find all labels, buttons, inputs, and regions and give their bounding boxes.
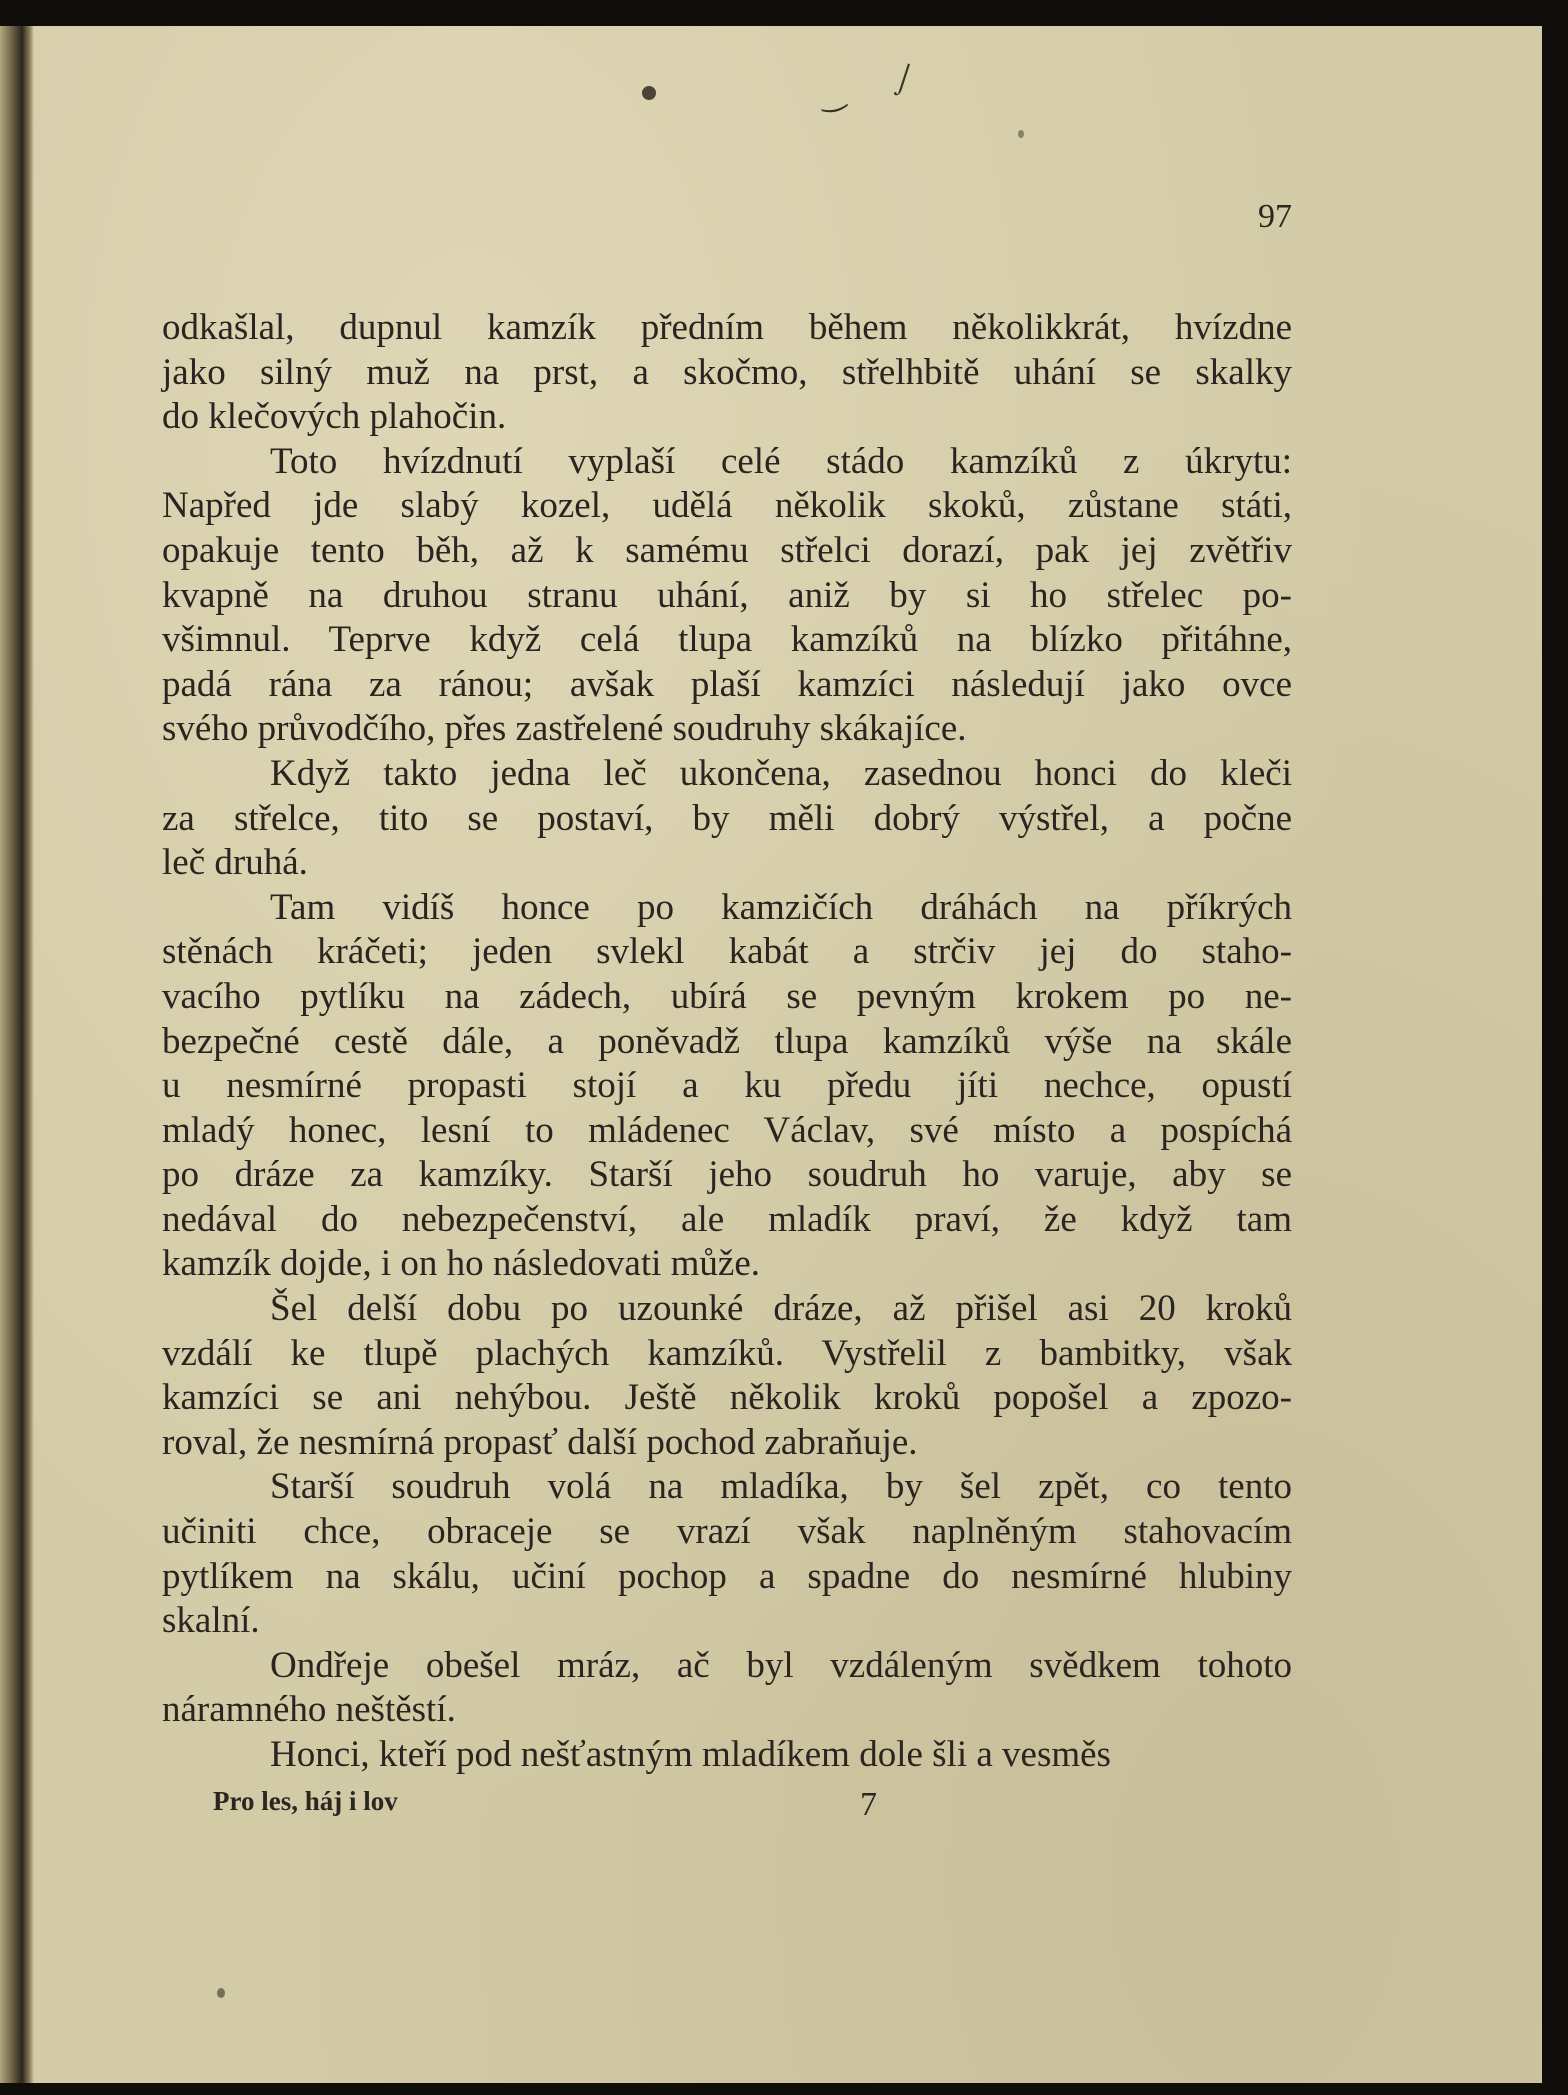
text-line: Když takto jedna leč ukončena, zasednou honci do kleči (270, 752, 1292, 794)
paragraph (162, 1465, 1292, 1643)
text-line: kamzík dojde, i on ho následovati může. (162, 1243, 761, 1285)
paragraph (162, 1644, 1292, 1733)
text-line: Napřed jde slabý kozel, udělá několik skoků, zůstane státi, (162, 485, 1292, 527)
paragraph (162, 1733, 1292, 1778)
scan-border-right (1542, 0, 1568, 2095)
text-line: po dráze za kamzíky. Starší jeho soudruh ho varuje, aby se (162, 1154, 1292, 1196)
text-line: vzdálí ke tlupě plachých kamzíků. Vystřelil z bambitky, však (162, 1332, 1292, 1374)
paragraph (162, 440, 1292, 752)
ink-spot (642, 86, 656, 100)
text-line: opakuje tento běh, až k samému střelci dorazí, pak jej zvětřiv (162, 529, 1292, 571)
ink-spot (217, 1988, 225, 1998)
text-line: svého průvodčího, přes zastřelené soudruhy skákajíce. (162, 708, 967, 750)
signature-mark: 7 (860, 1786, 877, 1823)
paragraph (162, 1287, 1292, 1465)
paragraph (162, 306, 1292, 440)
page-number: 97 (1258, 198, 1292, 235)
scan-border-top (0, 0, 1568, 26)
text-line: stěnách kráčeti; jeden svlekl kabát a strčiv jej do staho- (162, 931, 1292, 973)
text-line: za střelce, tito se postaví, by měli dobrý výstřel, a počne (162, 797, 1292, 839)
text-line: odkašlal, dupnul kamzík předním během několikkrát, hvízdne (162, 307, 1292, 348)
text-line: kvapně na druhou stranu uhání, aniž by si ho střelec po- (162, 574, 1292, 616)
text-line: u nesmírné propasti stojí a ku předu jíti nechce, opustí (162, 1065, 1292, 1107)
text-line: roval, že nesmírná propasť další pochod zabraňuje. (162, 1421, 918, 1463)
paragraph (162, 886, 1292, 1287)
text-line: nedával do nebezpečenství, ale mladík praví, že když tam (162, 1198, 1292, 1240)
text-line: Honci, kteří pod nešťastným mladíkem dole šli a vesměs (270, 1734, 1111, 1775)
text-line: všimnul. Teprve když celá tlupa kamzíků na blízko přitáhne, (162, 619, 1292, 661)
text-line: bezpečné cestě dále, a poněvadž tlupa kamzíků výše na skále (162, 1020, 1292, 1062)
page-gutter (0, 0, 34, 2095)
text-line: leč druhá. (162, 842, 308, 884)
text-line: vacího pytlíku na zádech, ubírá se pevným krokem po ne- (162, 975, 1292, 1017)
text-line: náramného neštěstí. (162, 1689, 456, 1731)
text-line: jako silný muž na prst, a skočmo, střelhbitě uhání se skalky (162, 351, 1292, 393)
body-text (162, 306, 1292, 1778)
text-line: Starší soudruh volá na mladíka, by šel zpět, co tento (270, 1466, 1292, 1508)
text-line: učiniti chce, obraceje se vrazí však naplněným stahovacím (162, 1511, 1292, 1553)
bleed-through-mark: ‿ (816, 76, 848, 115)
text-line: skalní. (162, 1600, 260, 1642)
paragraph (162, 752, 1292, 886)
scan-border-bottom (0, 2083, 1568, 2095)
text-line: do klečových plahočin. (162, 396, 507, 438)
text-line: padá rána za ránou; avšak plaší kamzíci následují jako ovce (162, 663, 1292, 705)
footer-title: Pro les, háj i lov (213, 1786, 398, 1816)
text-line: Šel delší dobu po uzounké dráze, až přišel asi 20 kroků (270, 1288, 1292, 1330)
text-line: Tam vidíš honce po kamzičích dráhách na příkrých (270, 886, 1292, 928)
bleed-through-mark: ⌡ (890, 60, 918, 98)
text-line: kamzíci se ani nehýbou. Ještě několik kroků popošel a zpozo- (162, 1377, 1292, 1419)
text-line: Toto hvízdnutí vyplaší celé stádo kamzíků z úkrytu: (270, 440, 1292, 482)
text-line: mladý honec, lesní to mládenec Václav, své místo a pospíchá (162, 1109, 1292, 1151)
text-line: Ondřeje obešel mráz, ač byl vzdáleným svědkem tohoto (270, 1644, 1292, 1686)
ink-spot (1018, 130, 1024, 138)
text-line: pytlíkem na skálu, učiní pochop a spadne do nesmírné hlubiny (162, 1555, 1292, 1597)
